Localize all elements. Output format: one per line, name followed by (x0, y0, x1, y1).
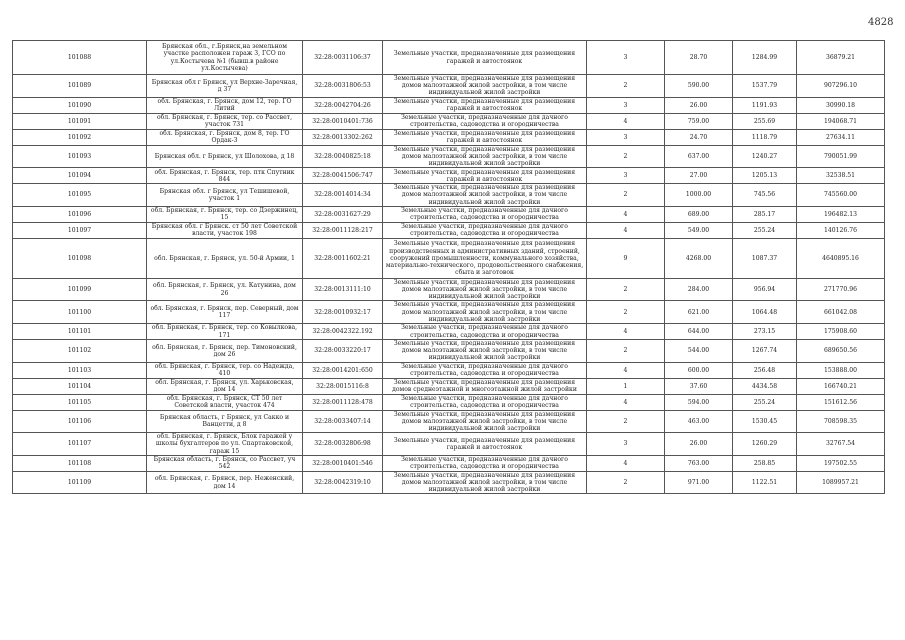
table-body (13, 41, 885, 494)
land-use-cell: Земельные участки, предназначенные для дачного строительства, садоводства и огородничества (383, 362, 587, 378)
group-number-cell: 4 (587, 362, 665, 378)
group-number-cell: 3 (587, 168, 665, 184)
table-row (13, 301, 885, 324)
cadastral-value-cell: 151612.56 (797, 394, 885, 410)
group-number-cell: 4 (587, 206, 665, 222)
specific-value-cell: 255.24 (733, 222, 797, 238)
row-number-cell: 101109 (13, 471, 147, 494)
row-number-cell: 101105 (13, 394, 147, 410)
address-cell: обл. Брянская, г. Брянск, СТ 50 лет Советской власти, участок 474 (147, 394, 303, 410)
specific-value-cell: 1537.79 (733, 75, 797, 98)
address-cell: обл. Брянская, г. Брянск, ул. Харьковская, дом 14 (147, 378, 303, 394)
row-number-cell: 101091 (13, 113, 147, 129)
area-cell: 463.00 (665, 410, 733, 433)
specific-value-cell: 273.15 (733, 324, 797, 340)
group-number-cell: 4 (587, 394, 665, 410)
address-cell: обл. Брянская, г. Брянск, тер. со Надежда, 410 (147, 362, 303, 378)
cadastral-value-table (12, 40, 885, 494)
group-number-cell: 2 (587, 410, 665, 433)
row-number-cell: 101095 (13, 184, 147, 207)
specific-value-cell: 956.94 (733, 278, 797, 301)
address-cell: обл. Брянская, г. Брянск, ул. Катунина, дом 26 (147, 278, 303, 301)
address-cell: Брянская обл., г.Брянск,на земельном участке расположен гараж 3, ГСО по ул.Костычева №1 (бывш.в районе ул.Костычева) (147, 41, 303, 75)
table-row (13, 206, 885, 222)
page-number: 4828 (868, 17, 894, 28)
cadastral-number-cell: 32:28:0042319:10 (303, 471, 383, 494)
group-number-cell: 2 (587, 301, 665, 324)
cadastral-number-cell: 32:28:0031806:53 (303, 75, 383, 98)
cadastral-number-cell: 32:28:0040825:18 (303, 145, 383, 168)
land-use-cell: Земельные участки, предназначенные для размещения гаражей и автостоянок (383, 97, 587, 113)
row-number-cell: 101089 (13, 75, 147, 98)
table-row (13, 129, 885, 145)
table-row (13, 455, 885, 471)
area-cell: 637.00 (665, 145, 733, 168)
row-number-cell: 101098 (13, 238, 147, 278)
row-number-cell: 101103 (13, 362, 147, 378)
cadastral-value-cell: 166740.21 (797, 378, 885, 394)
row-number-cell: 101100 (13, 301, 147, 324)
row-number-cell: 101090 (13, 97, 147, 113)
table-row (13, 41, 885, 75)
row-number-cell: 101092 (13, 129, 147, 145)
specific-value-cell: 255.69 (733, 113, 797, 129)
specific-value-cell: 255.24 (733, 394, 797, 410)
cadastral-value-cell: 271770.96 (797, 278, 885, 301)
cadastral-value-cell: 194068.71 (797, 113, 885, 129)
row-number-cell: 101101 (13, 324, 147, 340)
cadastral-value-cell: 907296.10 (797, 75, 885, 98)
area-cell: 4268.00 (665, 238, 733, 278)
specific-value-cell: 1122.51 (733, 471, 797, 494)
specific-value-cell: 1240.27 (733, 145, 797, 168)
specific-value-cell: 1267.74 (733, 340, 797, 363)
row-number-cell: 101099 (13, 278, 147, 301)
specific-value-cell: 1284.99 (733, 41, 797, 75)
cadastral-number-cell: 32:28:0013302:262 (303, 129, 383, 145)
group-number-cell: 2 (587, 340, 665, 363)
cadastral-value-cell: 153888.00 (797, 362, 885, 378)
group-number-cell: 2 (587, 471, 665, 494)
land-use-cell: Земельные участки, предназначенные для размещения домов малоэтажной жилой застройки, в том числе индивидуальной жилой застройки (383, 471, 587, 494)
cadastral-value-cell: 32767.54 (797, 433, 885, 456)
land-use-cell: Земельные участки, предназначенные для размещения домов малоэтажной жилой застройки, в том числе индивидуальной жилой застройки (383, 184, 587, 207)
area-cell: 37.60 (665, 378, 733, 394)
table-row (13, 471, 885, 494)
row-number-cell: 101108 (13, 455, 147, 471)
table-row (13, 378, 885, 394)
land-use-cell: Земельные участки, предназначенные для размещения домов малоэтажной жилой застройки, в том числе индивидуальной жилой застройки (383, 278, 587, 301)
group-number-cell: 3 (587, 97, 665, 113)
cadastral-value-cell: 4640895.16 (797, 238, 885, 278)
specific-value-cell: 4434.58 (733, 378, 797, 394)
area-cell: 28.70 (665, 41, 733, 75)
address-cell: обл. Брянская, г. Брянск, пер. Неженский, дом 14 (147, 471, 303, 494)
table-row (13, 394, 885, 410)
cadastral-value-cell: 197502.55 (797, 455, 885, 471)
specific-value-cell: 285.17 (733, 206, 797, 222)
row-number-cell: 101093 (13, 145, 147, 168)
group-number-cell: 2 (587, 278, 665, 301)
area-cell: 544.00 (665, 340, 733, 363)
address-cell: Брянская обл. г Брянск. ст 50 лет Советской власти, участок 198 (147, 222, 303, 238)
area-cell: 1000.00 (665, 184, 733, 207)
address-cell: Брянская обл. г Брянск, ул Тешишевой, участок 1 (147, 184, 303, 207)
cadastral-value-cell: 30990.18 (797, 97, 885, 113)
address-cell: обл. Брянская, г. Брянск, тер. со Дзержинец, 15 (147, 206, 303, 222)
land-use-cell: Земельные участки, предназначенные для размещения домов среднеэтажной и многоэтажной жилой застройки (383, 378, 587, 394)
table-row (13, 433, 885, 456)
area-cell: 549.00 (665, 222, 733, 238)
cadastral-number-cell: 32:28:0010932:17 (303, 301, 383, 324)
row-number-cell: 101102 (13, 340, 147, 363)
row-number-cell: 101096 (13, 206, 147, 222)
area-cell: 763.00 (665, 455, 733, 471)
land-use-cell: Земельные участки, предназначенные для дачного строительства, садоводства и огородничества (383, 394, 587, 410)
land-use-cell: Земельные участки, предназначенные для размещения домов малоэтажной жилой застройки, в том числе индивидуальной жилой застройки (383, 410, 587, 433)
cadastral-number-cell: 32:28:0011128:478 (303, 394, 383, 410)
address-cell: Брянская область, г. Брянск, со Рассвет, уч 542 (147, 455, 303, 471)
land-use-cell: Земельные участки, предназначенные для размещения домов малоэтажной жилой застройки, в том числе индивидуальной жилой застройки (383, 75, 587, 98)
cadastral-number-cell: 32:28:0015116:8 (303, 378, 383, 394)
group-number-cell: 2 (587, 184, 665, 207)
cadastral-number-cell: 32:28:0013111:10 (303, 278, 383, 301)
specific-value-cell: 1530.45 (733, 410, 797, 433)
row-number-cell: 101106 (13, 410, 147, 433)
group-number-cell: 1 (587, 378, 665, 394)
cadastral-number-cell: 32:28:0042704:26 (303, 97, 383, 113)
specific-value-cell: 1118.79 (733, 129, 797, 145)
row-number-cell: 101094 (13, 168, 147, 184)
land-use-cell: Земельные участки, предназначенные для дачного строительства, садоводства и огородничества (383, 222, 587, 238)
cadastral-value-cell: 661042.08 (797, 301, 885, 324)
area-cell: 971.00 (665, 471, 733, 494)
specific-value-cell: 1205.13 (733, 168, 797, 184)
address-cell: обл. Брянская, г. Брянск, дом 12, тер. ГО Литий (147, 97, 303, 113)
address-cell: обл. Брянская, г. Брянск, Блок гаражей у школы бухгалтеров по ул. Спартаковской, гараж 15 (147, 433, 303, 456)
land-use-cell: Земельные участки, предназначенные для размещения производственных и административных зданий, строений, сооружений промышленности, коммунального хозяйства, материально-технического, продовольственного снабжения, сбыта и заготовок (383, 238, 587, 278)
address-cell: Брянская обл г Брянск, ул Верхне-Заречная, д 37 (147, 75, 303, 98)
cadastral-number-cell: 32:28:0010401:546 (303, 455, 383, 471)
specific-value-cell: 256.48 (733, 362, 797, 378)
table-row (13, 113, 885, 129)
cadastral-value-cell: 36879.21 (797, 41, 885, 75)
area-cell: 27.00 (665, 168, 733, 184)
address-cell: обл. Брянская, г. Брянск, тер. со Ковылкова, 171 (147, 324, 303, 340)
table-row (13, 278, 885, 301)
group-number-cell: 4 (587, 113, 665, 129)
row-number-cell: 101097 (13, 222, 147, 238)
land-use-cell: Земельные участки, предназначенные для размещения домов малоэтажной жилой застройки, в том числе индивидуальной жилой застройки (383, 145, 587, 168)
group-number-cell: 3 (587, 129, 665, 145)
cadastral-value-cell: 27634.11 (797, 129, 885, 145)
table-row (13, 340, 885, 363)
address-cell: обл. Брянская, г. Брянск, пер. Тимоновский, дом 26 (147, 340, 303, 363)
specific-value-cell: 1191.93 (733, 97, 797, 113)
land-use-cell: Земельные участки, предназначенные для размещения гаражей и автостоянок (383, 168, 587, 184)
area-cell: 26.00 (665, 97, 733, 113)
cadastral-number-cell: 32:28:0014014:34 (303, 184, 383, 207)
table-row (13, 238, 885, 278)
cadastral-number-cell: 32:28:0010401:736 (303, 113, 383, 129)
cadastral-value-cell: 175908.60 (797, 324, 885, 340)
land-use-cell: Земельные участки, предназначенные для дачного строительства, садоводства и огородничества (383, 206, 587, 222)
land-use-cell: Земельные участки, предназначенные для размещения гаражей и автостоянок (383, 433, 587, 456)
cadastral-number-cell: 32:28:0033407:14 (303, 410, 383, 433)
land-use-cell: Земельные участки, предназначенные для размещения домов малоэтажной жилой застройки, в том числе индивидуальной жилой застройки (383, 301, 587, 324)
specific-value-cell: 258.85 (733, 455, 797, 471)
cadastral-number-cell: 32:28:0014201:650 (303, 362, 383, 378)
specific-value-cell: 745.56 (733, 184, 797, 207)
cadastral-number-cell: 32:28:0032806:98 (303, 433, 383, 456)
area-cell: 284.00 (665, 278, 733, 301)
address-cell: обл. Брянская, г. Брянск, тер. со Рассвет, участок 731 (147, 113, 303, 129)
group-number-cell: 2 (587, 145, 665, 168)
cadastral-number-cell: 32:28:0042322.192 (303, 324, 383, 340)
land-use-cell: Земельные участки, предназначенные для дачного строительства, садоводства и огородничества (383, 324, 587, 340)
group-number-cell: 3 (587, 433, 665, 456)
specific-value-cell: 1087.37 (733, 238, 797, 278)
cadastral-number-cell: 32:28:0011128:217 (303, 222, 383, 238)
row-number-cell: 101088 (13, 41, 147, 75)
cadastral-number-cell: 32:28:0041506:747 (303, 168, 383, 184)
cadastral-number-cell: 32:28:0031106:37 (303, 41, 383, 75)
table-row (13, 184, 885, 207)
address-cell: обл. Брянская, г. Брянск, ул. 50-й Армии, 1 (147, 238, 303, 278)
land-use-cell: Земельные участки, предназначенные для дачного строительства, садоводства и огородничества (383, 113, 587, 129)
row-number-cell: 101104 (13, 378, 147, 394)
cadastral-value-cell: 140126.76 (797, 222, 885, 238)
area-cell: 26.00 (665, 433, 733, 456)
cadastral-value-cell: 196482.13 (797, 206, 885, 222)
table-row (13, 362, 885, 378)
cadastral-number-cell: 32:28:0031627:29 (303, 206, 383, 222)
cadastral-value-cell: 745560.00 (797, 184, 885, 207)
group-number-cell: 4 (587, 455, 665, 471)
area-cell: 600.00 (665, 362, 733, 378)
table-row (13, 145, 885, 168)
area-cell: 24.70 (665, 129, 733, 145)
address-cell: Брянская область, г Брянск, ул Сакко и Ванцетти, д 8 (147, 410, 303, 433)
land-use-cell: Земельные участки, предназначенные для размещения гаражей и автостоянок (383, 41, 587, 75)
land-use-cell: Земельные участки, предназначенные для размещения домов малоэтажной жилой застройки, в том числе индивидуальной жилой застройки (383, 340, 587, 363)
land-use-cell: Земельные участки, предназначенные для размещения гаражей и автостоянок (383, 129, 587, 145)
table-row (13, 75, 885, 98)
area-cell: 621.00 (665, 301, 733, 324)
table-row (13, 324, 885, 340)
cadastral-value-cell: 32538.51 (797, 168, 885, 184)
address-cell: Брянская обл. г Брянск, ул Шолохова, д 18 (147, 145, 303, 168)
table-row (13, 97, 885, 113)
area-cell: 689.00 (665, 206, 733, 222)
land-use-cell: Земельные участки, предназначенные для дачного строительства, садоводства и огородничества (383, 455, 587, 471)
table-row (13, 168, 885, 184)
address-cell: обл. Брянская, г. Брянск, тер. птк Спутник 844 (147, 168, 303, 184)
specific-value-cell: 1064.48 (733, 301, 797, 324)
group-number-cell: 2 (587, 75, 665, 98)
area-cell: 759.00 (665, 113, 733, 129)
row-number-cell: 101107 (13, 433, 147, 456)
group-number-cell: 3 (587, 41, 665, 75)
address-cell: обл. Брянская, г. Брянск, пер. Северный, дом 117 (147, 301, 303, 324)
cadastral-value-cell: 1089957.21 (797, 471, 885, 494)
group-number-cell: 9 (587, 238, 665, 278)
table-row (13, 222, 885, 238)
cadastral-value-cell: 708598.35 (797, 410, 885, 433)
address-cell: обл. Брянская, г. Брянск, дом 8, тер. ГО Ордак-3 (147, 129, 303, 145)
group-number-cell: 4 (587, 222, 665, 238)
cadastral-value-cell: 689650.56 (797, 340, 885, 363)
cadastral-value-cell: 790051.99 (797, 145, 885, 168)
group-number-cell: 4 (587, 324, 665, 340)
table-row (13, 410, 885, 433)
area-cell: 644.00 (665, 324, 733, 340)
specific-value-cell: 1260.29 (733, 433, 797, 456)
area-cell: 590.00 (665, 75, 733, 98)
area-cell: 594.00 (665, 394, 733, 410)
cadastral-number-cell: 32:28:0033220:17 (303, 340, 383, 363)
cadastral-number-cell: 32:28:0011602:21 (303, 238, 383, 278)
